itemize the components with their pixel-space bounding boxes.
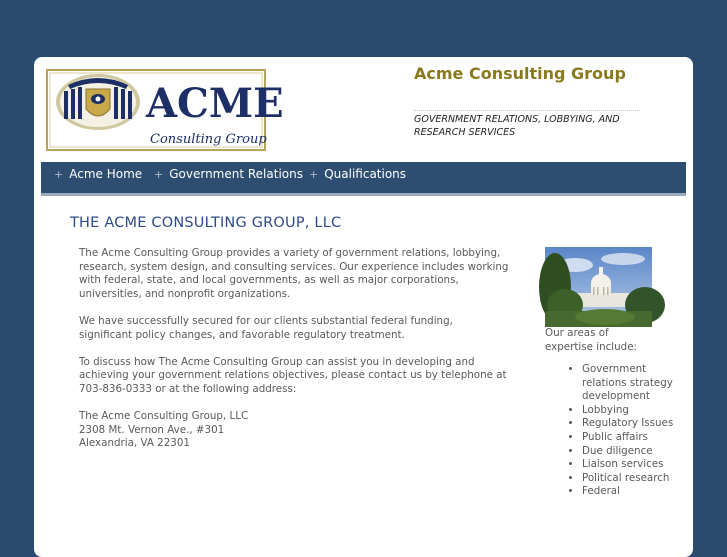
nav-item-label: Qualifications (324, 167, 407, 181)
plus-icon: + (309, 168, 319, 181)
title-divider (414, 110, 640, 111)
list-item: • Federal (582, 485, 692, 499)
main-content (79, 247, 509, 451)
nav-item-acme-home[interactable] (54, 162, 142, 193)
plus-icon: + (154, 168, 164, 181)
nav-item-label: Acme Home (69, 167, 143, 181)
expertise-intro: Our areas of expertise include: (545, 327, 637, 353)
list-item: • Government relations strategy development (582, 363, 692, 404)
page-container (34, 57, 693, 557)
acme-logo[interactable] (46, 69, 284, 151)
capitol-photo (545, 247, 652, 327)
main-nav (41, 162, 686, 196)
svg-text:Consulting Group: Consulting Group (150, 132, 267, 147)
address-street: 2308 Mt. Vernon Ave., #301 (79, 423, 225, 436)
contact-paragraph: To discuss how The Acme Consulting Group can assist you in developing and achieving your government relations objectives, please contact us by telephone at 703-836-0333 or at the following address: (79, 355, 507, 395)
list-item: • Liaison services (582, 458, 692, 472)
address-name: The Acme Consulting Group, LLC (79, 410, 249, 423)
plus-icon: + (54, 168, 64, 181)
achievements-paragraph: We have successfully secured for our clients substantial federal funding, significant policy changes, and favorable regulatory treatment. (79, 314, 453, 341)
page-heading: THE ACME CONSULTING GROUP, LLC (70, 215, 342, 231)
list-item: • Political research (582, 472, 692, 486)
list-item: • Regulatory Issues (582, 417, 692, 431)
nav-item-government-relations[interactable] (154, 162, 303, 193)
address-city: Alexandria, VA 22301 (79, 437, 190, 450)
list-item: • Lobbying (582, 404, 692, 418)
svg-text:ACME: ACME (146, 80, 284, 127)
intro-paragraph: The Acme Consulting Group provides a variety of government relations, lobbying, research, system design, and consulting services. Our experience includes working with federal, state, and local governments, as well as major corporations, universities, and nonprofit organizations. (79, 247, 509, 300)
site-tagline: GOVERNMENT RELATIONS, LOBBYING, AND RESEARCH SERVICES (414, 114, 620, 138)
list-item: • Public affairs (582, 431, 692, 445)
site-title: Acme Consulting Group (414, 64, 626, 83)
address-block (79, 410, 509, 451)
nav-item-label: Government Relations (169, 167, 303, 181)
expertise-list (560, 363, 692, 499)
nav-item-qualifications[interactable] (309, 162, 406, 193)
list-item: • Due diligence (582, 445, 692, 459)
